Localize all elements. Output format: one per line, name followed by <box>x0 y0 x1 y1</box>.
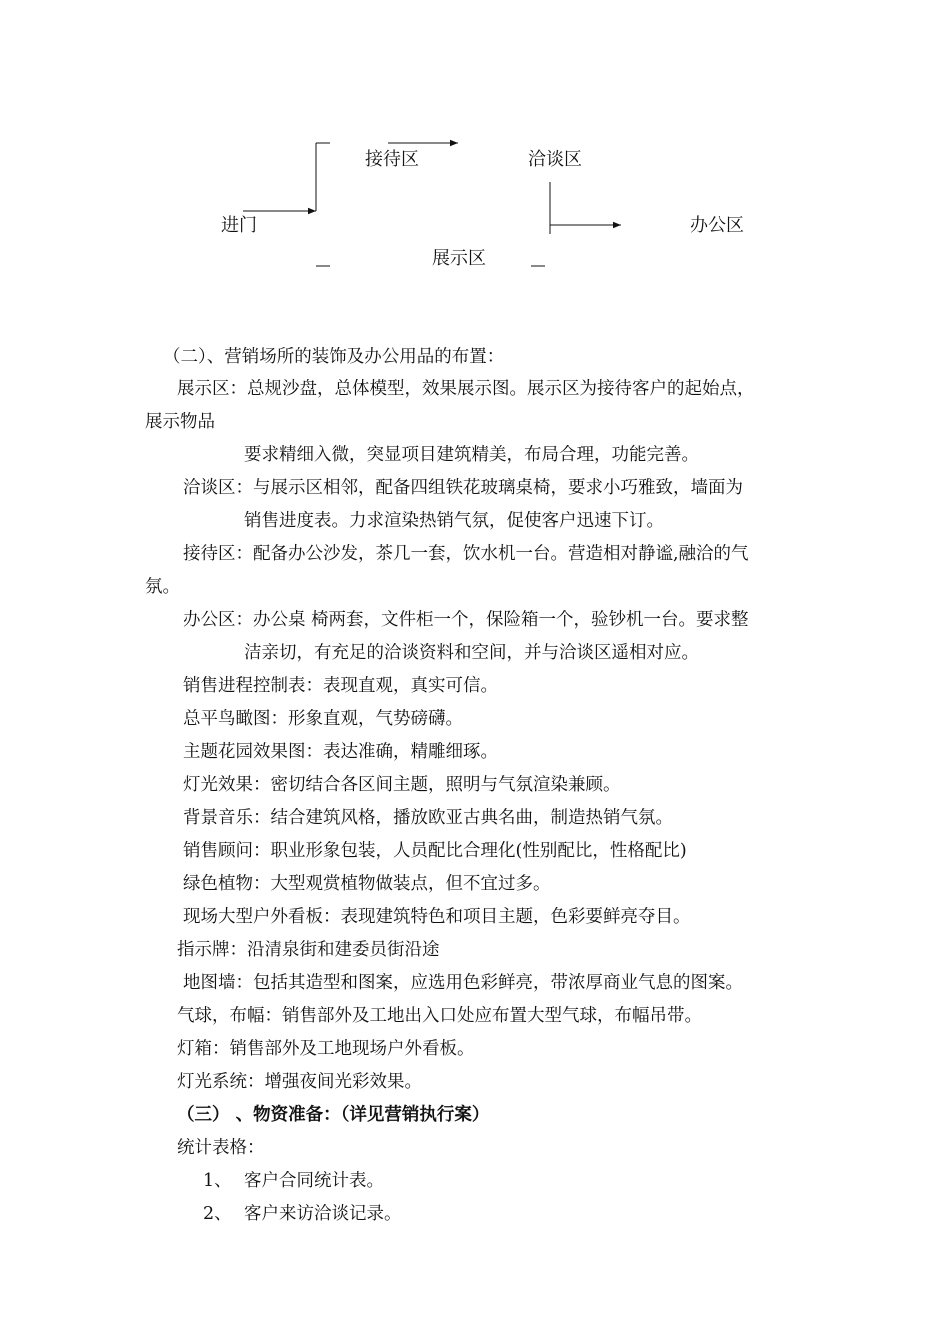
list-item: 绿色植物：大型观赏植物做装点，但不宜过多。 <box>183 874 551 894</box>
office-area-line1: 办公区：办公桌 椅两套，文件柜一个，保险箱一个，验钞机一台。要求整 <box>183 610 749 630</box>
node-negotiation: 洽谈区 <box>528 149 582 170</box>
list-item: 客户合同统计表。 <box>244 1171 384 1191</box>
node-display: 展示区 <box>432 248 486 269</box>
negotiation-area-line2: 销售进度表。力求渲染热销气氛，促使客户迅速下订。 <box>244 511 664 531</box>
node-reception: 接待区 <box>365 149 419 170</box>
list-item: 销售顾问：职业形象包装，人员配比合理化(性别配比，性格配比) <box>183 841 687 861</box>
list-item: 指示牌：沿清泉街和建委员街沿途 <box>177 940 440 960</box>
list-item: 地图墙：包括其造型和图案，应选用色彩鲜亮，带浓厚商业气息的图案。 <box>183 973 743 993</box>
stats-tables-label: 统计表格： <box>177 1138 265 1158</box>
office-area-line2: 洁亲切，有充足的洽谈资料和空间，并与洽谈区遥相对应。 <box>244 643 699 663</box>
reception-area-line1: 接待区：配备办公沙发，茶几一套，饮水机一台。营造相对静谧,融洽的气 <box>183 544 749 564</box>
display-area-line3: 要求精细入微，突显项目建筑精美，布局合理，功能完善。 <box>244 445 699 465</box>
list-item-number: 1、 <box>203 1171 232 1191</box>
node-entrance: 进门 <box>221 215 257 236</box>
flow-diagram <box>0 0 950 300</box>
list-item: 总平鸟瞰图：形象直观，气势磅礴。 <box>183 709 463 729</box>
list-item: 气球，布幅：销售部外及工地出入口处应布置大型气球，布幅吊带。 <box>177 1006 702 1026</box>
section3-heading: （三） 、物资准备：（详见营销执行案） <box>177 1105 490 1125</box>
list-item: 主题花园效果图：表达准确，精雕细琢。 <box>183 742 498 762</box>
list-item: 灯光系统：增强夜间光彩效果。 <box>177 1072 422 1092</box>
list-item: 灯光效果：密切结合各区间主题，照明与气氛渲染兼顾。 <box>183 775 621 795</box>
node-office: 办公区 <box>690 215 744 236</box>
section2-heading: （二）、营销场所的装饰及办公用品的布置： <box>163 347 505 367</box>
negotiation-area-line1: 洽谈区：与展示区相邻，配备四组铁花玻璃桌椅，要求小巧雅致，墙面为 <box>183 478 743 498</box>
list-item: 销售进程控制表：表现直观，真实可信。 <box>183 676 498 696</box>
reception-area-line2: 氛。 <box>145 577 180 597</box>
list-item: 灯箱：销售部外及工地现场户外看板。 <box>177 1039 475 1059</box>
display-area-line1: 展示区：总规沙盘，总体模型，效果展示图。展示区为接待客户的起始点， <box>177 379 755 399</box>
display-area-line2: 展示物品 <box>145 412 215 432</box>
list-item-number: 2、 <box>203 1204 232 1224</box>
list-item: 背景音乐：结合建筑风格，播放欧亚古典名曲，制造热销气氛。 <box>183 808 673 828</box>
list-item: 客户来访洽谈记录。 <box>244 1204 402 1224</box>
list-item: 现场大型户外看板：表现建筑特色和项目主题，色彩要鲜亮夺目。 <box>183 907 691 927</box>
